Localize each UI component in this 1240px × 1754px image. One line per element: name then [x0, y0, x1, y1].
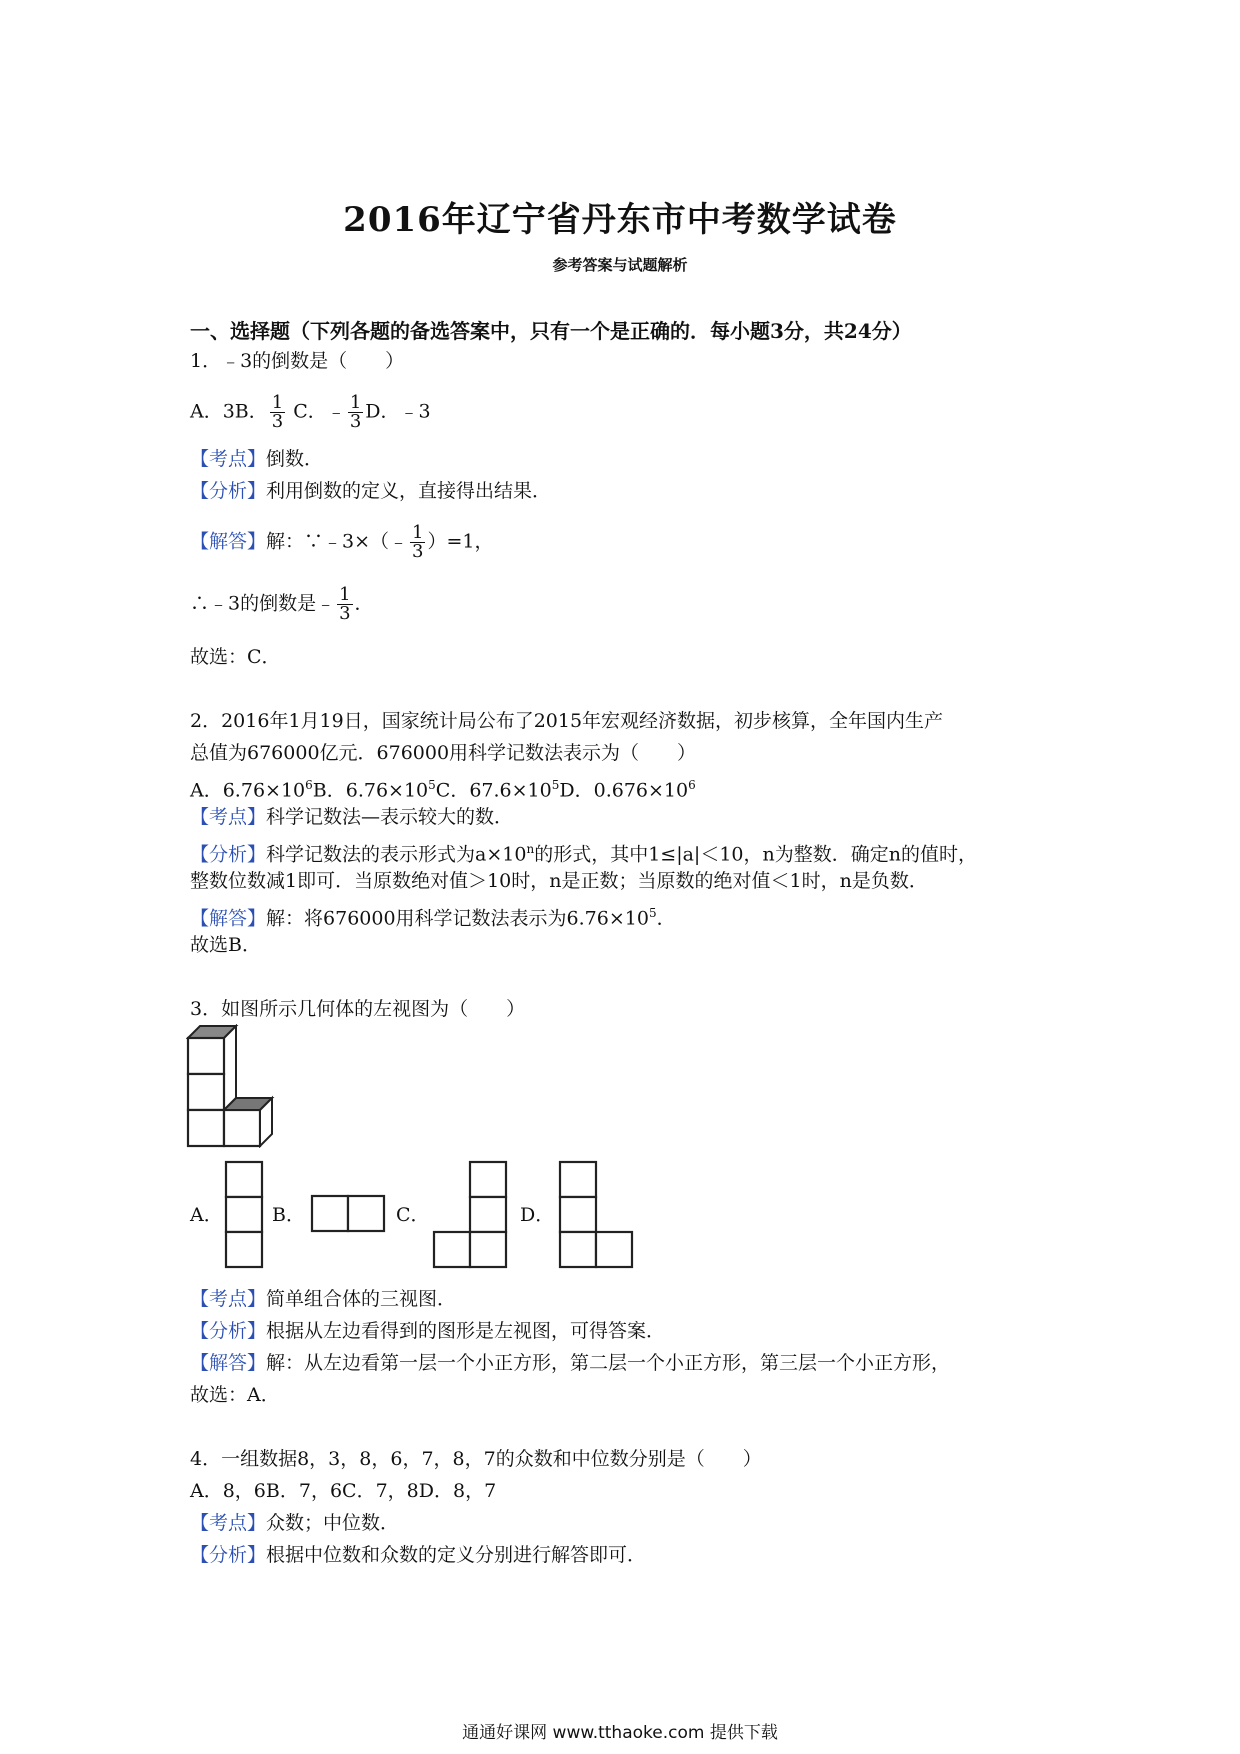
tag-kaodian: 【考点】 — [190, 1288, 267, 1310]
section-heading: 一、选择题（下列各题的备选答案中，只有一个是正确的．每小题3分，共24分） — [190, 319, 912, 343]
q2-stem-line1: 2．2016年1月19日，国家统计局公布了2015年宏观经济数据，初步核算，全年国内生产 — [190, 710, 944, 732]
q1-fenxi: 【分析】利用倒数的定义，直接得出结果． — [190, 480, 552, 502]
q4-kaodian: 【考点】众数；中位数． — [190, 1512, 400, 1534]
tag-fenxi: 【分析】 — [190, 1320, 267, 1342]
fraction: $\frac{1}{3}$ — [271, 392, 284, 432]
fraction: $\frac{1}{3}$ — [339, 584, 351, 624]
q3-option-a-figure — [224, 1160, 264, 1270]
tag-fenxi: 【分析】 — [190, 843, 267, 866]
q1-options — [190, 394, 431, 431]
fraction: $\frac{1}{3}$ — [412, 522, 424, 562]
q3-option-b-figure — [310, 1194, 390, 1234]
q3-kaodian: 【考点】简单组合体的三视图． — [190, 1288, 457, 1310]
q3-option-d-figure — [558, 1160, 638, 1270]
q4-options: A．8，6B．7，6C．7，8D．8，7 — [190, 1480, 497, 1502]
fraction: $\frac{1}{3}$ — [349, 392, 362, 432]
q3-jieda: 【解答】解：从左边看第一层一个小正方形，第二层一个小正方形，第三层一个小正方形， — [190, 1352, 951, 1374]
page-title: 2016年辽宁省丹东市中考数学试卷 — [343, 200, 897, 240]
q2-answer: 故选B． — [190, 934, 261, 956]
q2-fenxi-line1: 【分析】科学记数法的表示形式为$a\times 10^n$的形式，其中1≤|a|＜10，n为整数．确定n的值时， — [190, 842, 977, 866]
q2-jieda: 【解答】解：将676000用科学记数法表示为$6.76\times 10^5$． — [190, 906, 676, 930]
q3-option-c-figure — [432, 1160, 512, 1270]
page-footer: 通通好课网 www.tthaoke.com 提供下载 — [462, 1723, 778, 1743]
tag-kaodian: 【考点】 — [190, 448, 267, 470]
q1-jieda: 【解答】解：∵﹣3×（﹣ $\frac{1}{3}$ ）=1， — [190, 522, 494, 562]
q3-option-c-label: C． — [396, 1204, 430, 1226]
q1-answer: 故选：C． — [190, 646, 281, 668]
q2-fenxi-line2: 整数位数减1即可．当原数绝对值＞10时，n是正数；当原数的绝对值＜1时，n是负数． — [190, 870, 928, 892]
q1-option-a-b: A．3B． — [190, 400, 268, 423]
q3-fenxi: 【分析】根据从左边看得到的图形是左视图，可得答案． — [190, 1320, 666, 1342]
q3-option-a-label: A． — [190, 1204, 223, 1226]
q2-kaodian: 【考点】科学记数法—表示较大的数． — [190, 806, 514, 828]
tag-kaodian: 【考点】 — [190, 1512, 267, 1534]
page-subtitle: 参考答案与试题解析 — [552, 256, 688, 274]
q3-answer: 故选：A． — [190, 1384, 280, 1406]
tag-fenxi: 【分析】 — [190, 1544, 267, 1566]
q3-stem: 3．如图所示几何体的左视图为（ ） — [190, 998, 526, 1020]
q4-fenxi: 【分析】根据中位数和众数的定义分别进行解答即可． — [190, 1544, 647, 1566]
geometry-solid-figure — [186, 1024, 286, 1148]
q2-options: A．$6.76\times 10^6B$．$6.76\times 10^5C$．$67.6\times 10^5D$．$0.676\times 10^6$ — [190, 778, 696, 802]
q1-option-d: D．﹣3 — [365, 400, 431, 423]
tag-jieda: 【解答】 — [190, 1352, 267, 1374]
tag-kaodian: 【考点】 — [190, 806, 267, 828]
tag-jieda: 【解答】 — [190, 530, 267, 553]
q3-option-d-label: D． — [520, 1204, 555, 1226]
q2-stem-line2: 总值为676000亿元．676000用科学记数法表示为（ ） — [190, 742, 697, 764]
q3-option-b-label: B． — [272, 1204, 305, 1226]
tag-fenxi: 【分析】 — [190, 480, 267, 502]
tag-jieda: 【解答】 — [190, 907, 267, 930]
q4-stem: 4．一组数据8，3，8，6，7，8，7的众数和中位数分别是（ ） — [190, 1448, 762, 1470]
q1-option-c: C．﹣ — [287, 400, 346, 423]
q1-conclusion: ∴﹣3的倒数是﹣ $\frac{1}{3}$ ． — [190, 584, 374, 624]
q1-kaodian: 【考点】倒数． — [190, 448, 324, 470]
q1-stem: 1．﹣3的倒数是（ ） — [190, 350, 405, 372]
